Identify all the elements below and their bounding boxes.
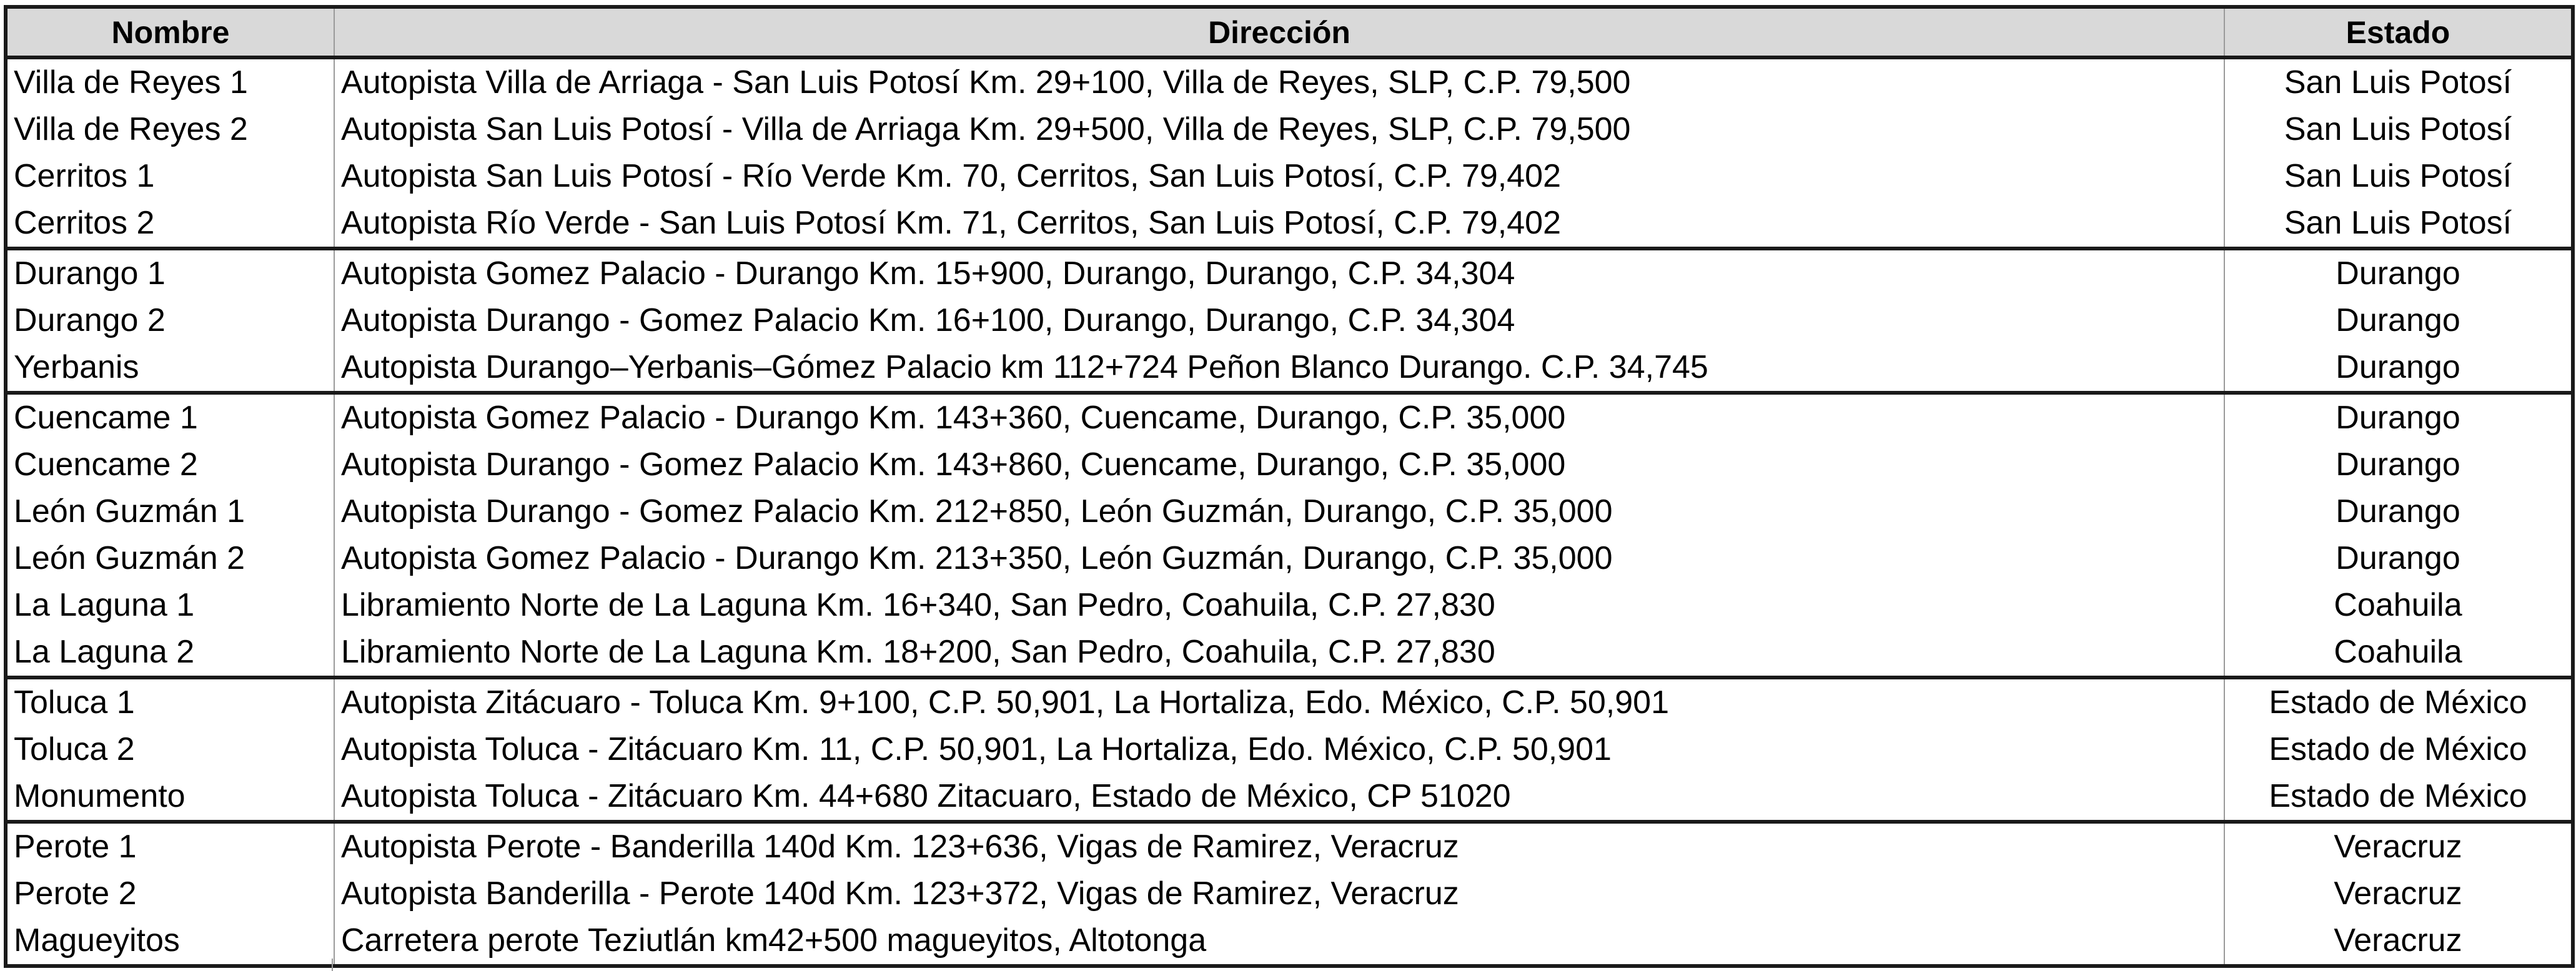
cell-direccion[interactable]: Autopista Toluca - Zitácuaro Km. 11, C.P. 50,901, La Hortaliza, Edo. México, C.P. 50,901: [334, 726, 2224, 773]
cell-nombre[interactable]: Villa de Reyes 1: [6, 57, 334, 106]
cell-direccion[interactable]: Carretera perote Teziutlán km42+500 magueyitos, Altotonga: [334, 917, 2224, 966]
cell-nombre[interactable]: Cuencame 2: [6, 441, 334, 488]
cell-estado[interactable]: Coahuila: [2334, 587, 2462, 623]
table-row: [6, 773, 2573, 822]
cell-nombre[interactable]: León Guzmán 2: [6, 535, 334, 582]
cell-direccion[interactable]: Autopista Gomez Palacio - Durango Km. 15+900, Durango, Durango, C.P. 34,304: [334, 249, 2224, 297]
table-row: [6, 153, 2573, 200]
cell-direccion[interactable]: Autopista Durango - Gomez Palacio Km. 212+850, León Guzmán, Durango, C.P. 35,000: [334, 488, 2224, 535]
table-row: [6, 200, 2573, 249]
column-divider: [332, 959, 333, 971]
header-row: [6, 7, 2573, 57]
cell-direccion[interactable]: Autopista San Luis Potosí - Villa de Arriaga Km. 29+500, Villa de Reyes, SLP, C.P. 79,500: [334, 106, 2224, 153]
cell-direccion[interactable]: Autopista Perote - Banderilla 140d Km. 123+636, Vigas de Ramirez, Veracruz: [334, 822, 2224, 870]
cell-nombre[interactable]: Perote 1: [6, 822, 334, 870]
cell-direccion[interactable]: Autopista Durango - Gomez Palacio Km. 143+860, Cuencame, Durango, C.P. 35,000: [334, 441, 2224, 488]
cell-estado[interactable]: Estado de México: [2269, 731, 2527, 767]
cell-direccion[interactable]: Autopista Toluca - Zitácuaro Km. 44+680 Zitacuaro, Estado de México, CP 51020: [334, 773, 2224, 822]
cell-estado[interactable]: Durango: [2336, 349, 2460, 385]
cell-nombre[interactable]: Monumento: [6, 773, 334, 822]
cell-nombre[interactable]: Toluca 2: [6, 726, 334, 773]
cell-nombre[interactable]: Durango 2: [6, 297, 334, 344]
cell-nombre[interactable]: Durango 1: [6, 249, 334, 297]
cell-estado[interactable]: Veracruz: [2334, 875, 2462, 912]
header-nombre[interactable]: Nombre: [6, 7, 334, 57]
table-row: [6, 535, 2573, 582]
cell-estado[interactable]: Durango: [2336, 540, 2460, 576]
table-row: [6, 344, 2573, 393]
header-estado[interactable]: Estado: [2224, 7, 2573, 57]
cell-nombre[interactable]: León Guzmán 1: [6, 488, 334, 535]
cell-direccion[interactable]: Libramiento Norte de La Laguna Km. 18+200, San Pedro, Coahuila, C.P. 27,830: [334, 629, 2224, 678]
cell-direccion[interactable]: Autopista Gomez Palacio - Durango Km. 213+350, León Guzmán, Durango, C.P. 35,000: [334, 535, 2224, 582]
cell-estado[interactable]: Durango: [2336, 446, 2460, 483]
table-row: [6, 582, 2573, 629]
cell-nombre[interactable]: La Laguna 1: [6, 582, 334, 629]
table-row: [6, 822, 2573, 870]
table-row: [6, 106, 2573, 153]
table-row: [6, 629, 2573, 678]
cell-direccion[interactable]: Autopista Banderilla - Perote 140d Km. 123+372, Vigas de Ramirez, Veracruz: [334, 870, 2224, 917]
cell-direccion[interactable]: Autopista Gomez Palacio - Durango Km. 143+360, Cuencame, Durango, C.P. 35,000: [334, 393, 2224, 441]
cell-estado[interactable]: Durango: [2336, 493, 2460, 530]
cell-estado[interactable]: Durango: [2336, 302, 2460, 338]
cell-estado[interactable]: Veracruz: [2224, 822, 2573, 870]
table-row: [6, 297, 2573, 344]
cell-estado[interactable]: Durango: [2224, 249, 2573, 297]
cell-direccion[interactable]: Autopista San Luis Potosí - Río Verde Km. 70, Cerritos, San Luis Potosí, C.P. 79,402: [334, 153, 2224, 200]
table-row: [6, 249, 2573, 297]
cell-estado[interactable]: Coahuila: [2334, 634, 2462, 670]
cell-estado[interactable]: San Luis Potosí: [2284, 64, 2512, 101]
cell-estado[interactable]: San Luis Potosí: [2284, 111, 2512, 147]
table-row: [6, 726, 2573, 773]
cell-estado[interactable]: Durango: [2224, 393, 2573, 441]
cell-direccion[interactable]: Autopista Durango - Gomez Palacio Km. 16+100, Durango, Durango, C.P. 34,304: [334, 297, 2224, 344]
cell-direccion[interactable]: Autopista Río Verde - San Luis Potosí Km. 71, Cerritos, San Luis Potosí, C.P. 79,402: [334, 200, 2224, 249]
cell-nombre[interactable]: Villa de Reyes 2: [6, 106, 334, 153]
cell-direccion[interactable]: Autopista Zitácuaro - Toluca Km. 9+100, C.P. 50,901, La Hortaliza, Edo. México, C.P. 50,901: [334, 678, 2224, 726]
cell-nombre[interactable]: Cerritos 1: [6, 153, 334, 200]
cell-direccion[interactable]: Autopista Villa de Arriaga - San Luis Potosí Km. 29+100, Villa de Reyes, SLP, C.P. 79,500: [334, 57, 2224, 106]
cell-direccion[interactable]: Autopista Durango–Yerbanis–Gómez Palacio km 112+724 Peñon Blanco Durango. C.P. 34,745: [334, 344, 2224, 393]
cell-estado[interactable]: San Luis Potosí: [2284, 205, 2512, 241]
cell-nombre[interactable]: Cuencame 1: [6, 393, 334, 441]
table-row: [6, 678, 2573, 726]
cell-estado[interactable]: Estado de México: [2269, 778, 2527, 814]
cell-nombre[interactable]: Magueyitos: [6, 917, 334, 966]
table-row: [6, 870, 2573, 917]
cell-nombre[interactable]: Cerritos 2: [6, 200, 334, 249]
table-row: [6, 917, 2573, 966]
table-row: [6, 441, 2573, 488]
cell-estado[interactable]: San Luis Potosí: [2284, 158, 2512, 194]
table-row: [6, 393, 2573, 441]
cell-nombre[interactable]: Toluca 1: [6, 678, 334, 726]
header-direccion[interactable]: Dirección: [334, 7, 2224, 57]
locations-table: [4, 5, 2575, 968]
cell-direccion[interactable]: Libramiento Norte de La Laguna Km. 16+340, San Pedro, Coahuila, C.P. 27,830: [334, 582, 2224, 629]
cell-nombre[interactable]: Perote 2: [6, 870, 334, 917]
cell-estado[interactable]: Veracruz: [2334, 922, 2462, 959]
table-row: [6, 57, 2573, 106]
cell-nombre[interactable]: La Laguna 2: [6, 629, 334, 678]
table-row: [6, 488, 2573, 535]
cell-nombre[interactable]: Yerbanis: [6, 344, 334, 393]
cell-estado[interactable]: Estado de México: [2224, 678, 2573, 726]
